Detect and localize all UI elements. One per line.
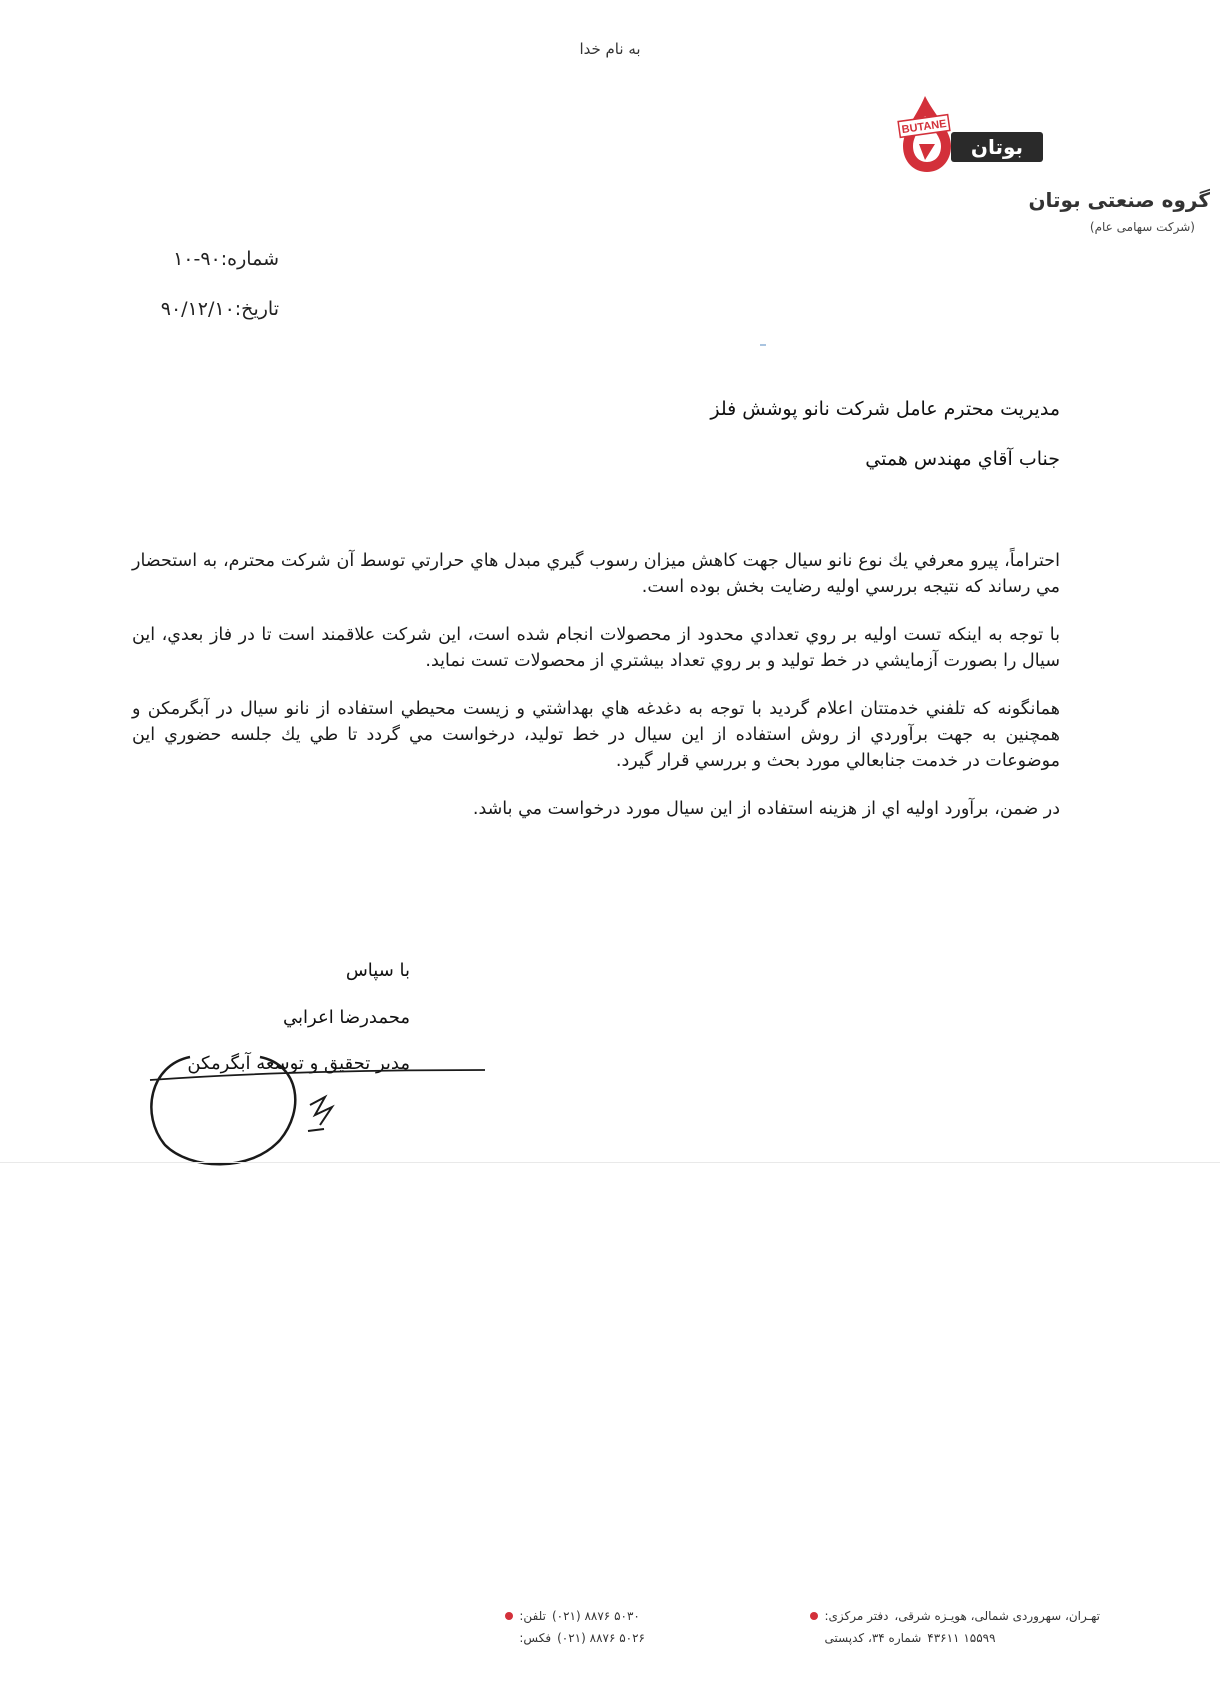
address-label: دفتر مرکزی:: [824, 1609, 889, 1623]
scan-speck: [760, 344, 766, 346]
footer-address: [810, 1605, 1100, 1649]
phone-number: (۰۲۱) ۸۸۷۶ ۵۰۳۰: [551, 1609, 640, 1623]
letter-number: [173, 248, 279, 270]
phone-label: تلفن:: [519, 1609, 546, 1623]
address-line-2: شماره ۳۴، کدپستی: [824, 1631, 922, 1645]
closing-thanks: با سپاس: [345, 960, 410, 981]
footer-contact: [505, 1605, 645, 1649]
letter-body: [132, 548, 1060, 844]
paper-fold-line: [0, 1162, 1220, 1163]
body-paragraph-1: احتراماً، پيرو معرفي يك نوع نانو سيال جهت كاهش ميزان رسوب گيري مبدل هاي حرارتي توسط آن شركت محترم، به استحضار مي رساند كه نتيجه بررسي اوليه رضايت بخش بوده است.: [132, 551, 1060, 597]
fax-label: فکس:: [519, 1631, 552, 1645]
company-type: (شرکت سهامی عام): [1089, 220, 1195, 234]
body-paragraph-3: همانگونه كه تلفني خدمتتان اعلام گرديد با توجه به دغدغه هاي بهداشتي و زيست محيطي استفاده از نانو سيال در آبگرمكن و همچنين به جهت برآوردي از روش استفاده از اين سيال در خط توليد، درخواست مي گردد تا طي يك جلسه حضوري اين موضوعات در خدمت جنابعالي مورد بحث و بررسي قرار گيرد.: [132, 699, 1060, 771]
butane-logo-icon: [895, 88, 1045, 178]
letter-date-value: ۹۰/۱۲/۱۰: [160, 298, 235, 320]
body-paragraph-4: در ضمن، برآورد اوليه اي از هزينه استفاده از اين سيال مورد درخواست مي باشد.: [472, 799, 1060, 819]
addressee-line-1: مديريت محترم عامل شركت نانو پوشش فلز: [710, 398, 1060, 420]
letter-number-label: شماره:: [220, 248, 279, 270]
letter-date: [161, 298, 279, 320]
letter-number-value: ۹۰-۱۰: [173, 248, 221, 270]
handwritten-signature: [140, 1045, 500, 1175]
signer-title: مدير تحقيق و توسعه آبگرمكن: [187, 1053, 410, 1074]
fax-number: (۰۲۱) ۸۸۷۶ ۵۰۲۶: [557, 1631, 645, 1645]
basmala-heading: به نام خدا: [579, 40, 641, 58]
addressee-line-2: جناب آقاي مهندس همتي: [865, 448, 1060, 470]
signer-name: محمدرضا اعرابي: [283, 1007, 410, 1028]
postal-code: ۱۵۵۹۹ ۴۳۶۱۱: [927, 1631, 996, 1645]
letter-date-label: تاریخ:: [234, 298, 279, 320]
address-bullet-icon: [810, 1612, 818, 1620]
company-name: گروه صنعتی بوتان: [1028, 188, 1210, 212]
phone-bullet-icon: [505, 1612, 513, 1620]
address-line-1: تهـران، سهروردی شمالی، هویـزه شرقی،: [894, 1609, 1100, 1623]
logo-latin-text: BUTANE: [901, 117, 948, 137]
body-paragraph-2: با توجه به اينكه تست اوليه بر روي تعدادي محدود از محصولات انجام شده است، اين شركت علاقمند است تا در فاز بعدي، اين سيال را بصورت آزمايشي در خط توليد و بر روي تعداد بيشتري از محصولات تست نمايد.: [132, 625, 1060, 671]
logo-persian-text: بوتان: [970, 135, 1024, 159]
